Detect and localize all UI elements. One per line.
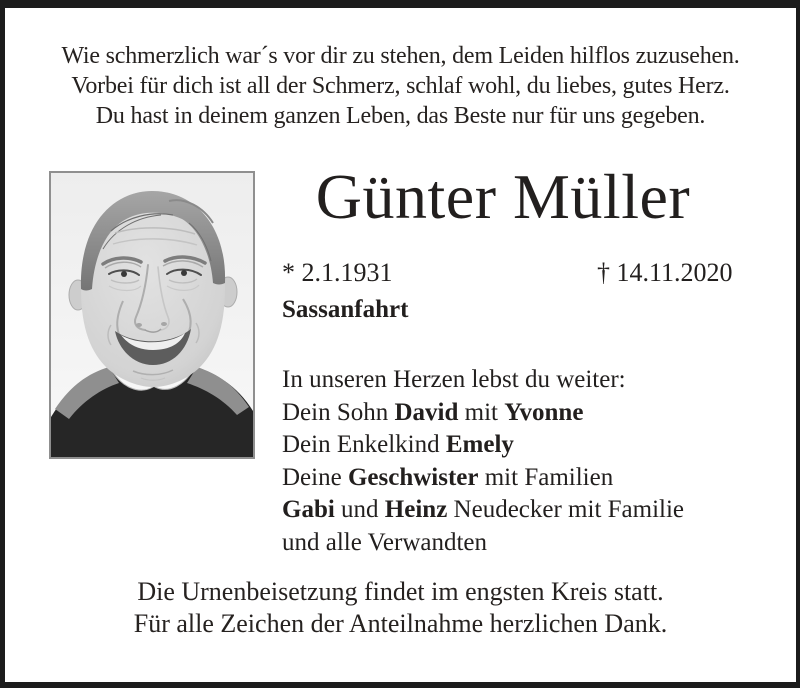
family-intro: In unseren Herzen lebst du weiter: <box>282 366 626 393</box>
text-segment: Dein Sohn <box>282 398 395 426</box>
text-segment: mit <box>458 398 505 426</box>
portrait-photo <box>49 171 255 459</box>
epitaph-poem <box>5 41 796 131</box>
closing-line-2: Für alle Zeichen der Anteilnahme herzlichen Dank. <box>133 609 668 638</box>
text-segment: David <box>394 398 459 426</box>
text-segment: Neudecker mit Familie <box>447 496 685 523</box>
poem-line-1: Wie schmerzlich war´s vor dir zu stehen, dem Leiden hilflos zuzusehen. <box>61 43 740 69</box>
text-segment: Emely <box>445 431 514 458</box>
text-segment: Geschwister <box>347 463 479 491</box>
family-line-siblings <box>282 462 762 495</box>
text-segment: und <box>334 496 385 523</box>
poem-line-3: Du hast in deinem ganzen Leben, das Beste nur für uns gegeben. <box>95 103 706 129</box>
closing-line-1: Die Urnenbeisetzung findet im engsten Kreis statt. <box>137 577 664 606</box>
deceased-name: Günter Müller <box>315 161 691 232</box>
text-segment: Yvonne <box>504 398 584 426</box>
text-segment: und alle Verwandten <box>282 528 488 556</box>
family-line-son <box>282 397 762 430</box>
closing-block <box>5 576 796 640</box>
portrait-illustration <box>51 173 253 457</box>
text-segment: Deine <box>282 463 348 491</box>
text-segment: Heinz <box>384 496 448 523</box>
text-segment: Dein Enkelkind <box>282 431 446 458</box>
family-line-gabi-heinz <box>282 494 762 527</box>
text-segment: Gabi <box>282 496 335 523</box>
death-date: † 14.11.2020 <box>597 258 733 287</box>
poem-line-2: Vorbei für dich ist all der Schmerz, schlaf wohl, du liebes, gutes Herz. <box>71 73 730 99</box>
family-line-relatives <box>282 527 762 560</box>
text-segment: mit Familien <box>478 463 614 491</box>
family-block <box>282 364 762 559</box>
residence: Sassanfahrt <box>282 296 409 323</box>
family-line-grandchild <box>282 429 762 462</box>
birth-date: * 2.1.1931 <box>282 258 393 287</box>
